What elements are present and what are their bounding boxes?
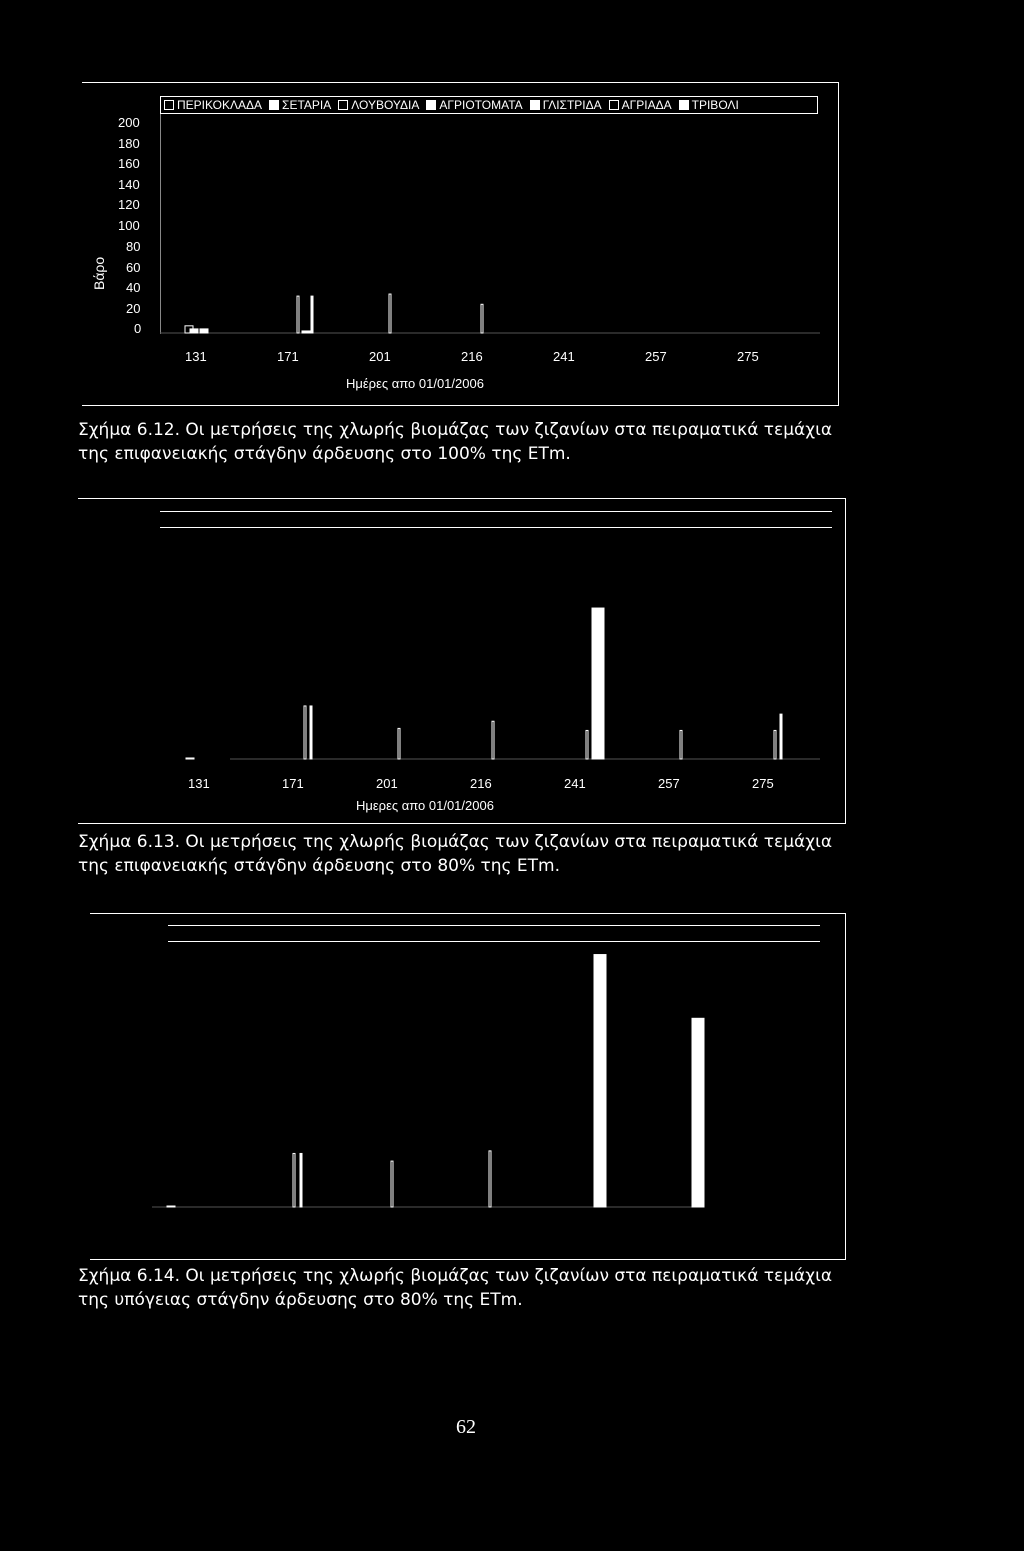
y-tick-label: 200 — [118, 115, 140, 130]
y-tick-label: 140 — [118, 177, 140, 192]
legend-label: ΓΛΙΣΤΡΙΔΑ — [542, 98, 602, 112]
y-tick-label: 160 — [118, 156, 140, 171]
page-number: 62 — [456, 1416, 476, 1438]
figure-caption: Σχήμα 6.12. Οι μετρήσεις της χλωρής βιομάζας των ζιζανίων στα πειραματικά τεμάχια — [78, 420, 833, 440]
legend-label: ΑΓΡΙΑΔΑ — [621, 98, 672, 112]
chart-1-y-axis-label: Βάρο — [91, 256, 107, 290]
x-tick-label: 241 — [564, 776, 586, 791]
chart-1-x-axis-label: Ημέρες απο 01/01/2006 — [346, 376, 484, 391]
x-tick-label: 131 — [188, 776, 210, 791]
y-tick-label: 40 — [126, 280, 141, 295]
x-tick-label: 275 — [737, 349, 759, 364]
x-tick-label: 201 — [376, 776, 398, 791]
x-tick-label: 201 — [369, 349, 391, 364]
bar-257-αγριαδα — [692, 1018, 704, 1207]
y-tick-label: 120 — [118, 197, 140, 212]
bar-171-αγριαδα — [300, 1153, 302, 1207]
y-tick-label: 60 — [126, 260, 141, 275]
x-tick-label: 216 — [470, 776, 492, 791]
figure-caption: της επιφανειακής στάγδην άρδευσης στο 80% της ETm. — [78, 856, 560, 876]
y-tick-label: 180 — [118, 136, 140, 151]
y-tick-label: 80 — [126, 239, 141, 254]
bar-201-γλιστριδα — [391, 1161, 393, 1207]
x-tick-label: 257 — [658, 776, 680, 791]
x-tick-label: 171 — [282, 776, 304, 791]
x-tick-label: 257 — [645, 349, 667, 364]
x-tick-label: 241 — [553, 349, 575, 364]
legend-label: ΑΓΡΙΟΤΟΜΑΤΑ — [439, 98, 523, 112]
y-tick-label: 100 — [118, 218, 140, 233]
bar-241-αγριαδα — [594, 955, 606, 1207]
legend-label: ΣΕΤΑΡΙΑ — [282, 98, 332, 112]
legend-label: ΤΡΙΒΟΛΙ — [691, 98, 739, 112]
bar-216-γλιστριδα — [489, 1151, 491, 1207]
bar-131-περικοκλαδα — [167, 1206, 175, 1207]
x-tick-label: 171 — [277, 349, 299, 364]
figure-caption: Σχήμα 6.14. Οι μετρήσεις της χλωρής βιομάζας των ζιζανίων στα πειραματικά τεμάχια — [78, 1266, 833, 1286]
x-tick-label: 216 — [461, 349, 483, 364]
chart-2-x-axis-label: Ημερες απο 01/01/2006 — [356, 798, 494, 813]
figure-caption: της υπόγειας στάγδην άρδευσης στο 80% της ETm. — [78, 1290, 523, 1310]
bar-171-γλιστριδα — [293, 1153, 295, 1207]
y-tick-label: 20 — [126, 301, 141, 316]
figure-caption: Σχήμα 6.13. Οι μετρήσεις της χλωρής βιομάζας των ζιζανίων στα πειραματικά τεμάχια — [78, 832, 833, 852]
legend-label: ΛΟΥΒΟΥΔΙΑ — [351, 98, 420, 112]
y-tick-label: 0 — [134, 321, 142, 336]
x-tick-label: 275 — [752, 776, 774, 791]
legend-label: ΠΕΡΙΚΟΚΛΑΔΑ — [177, 98, 263, 112]
figure-caption: της επιφανειακής στάγδην άρδευσης στο 100% της ETm. — [78, 444, 571, 464]
x-tick-label: 131 — [185, 349, 207, 364]
